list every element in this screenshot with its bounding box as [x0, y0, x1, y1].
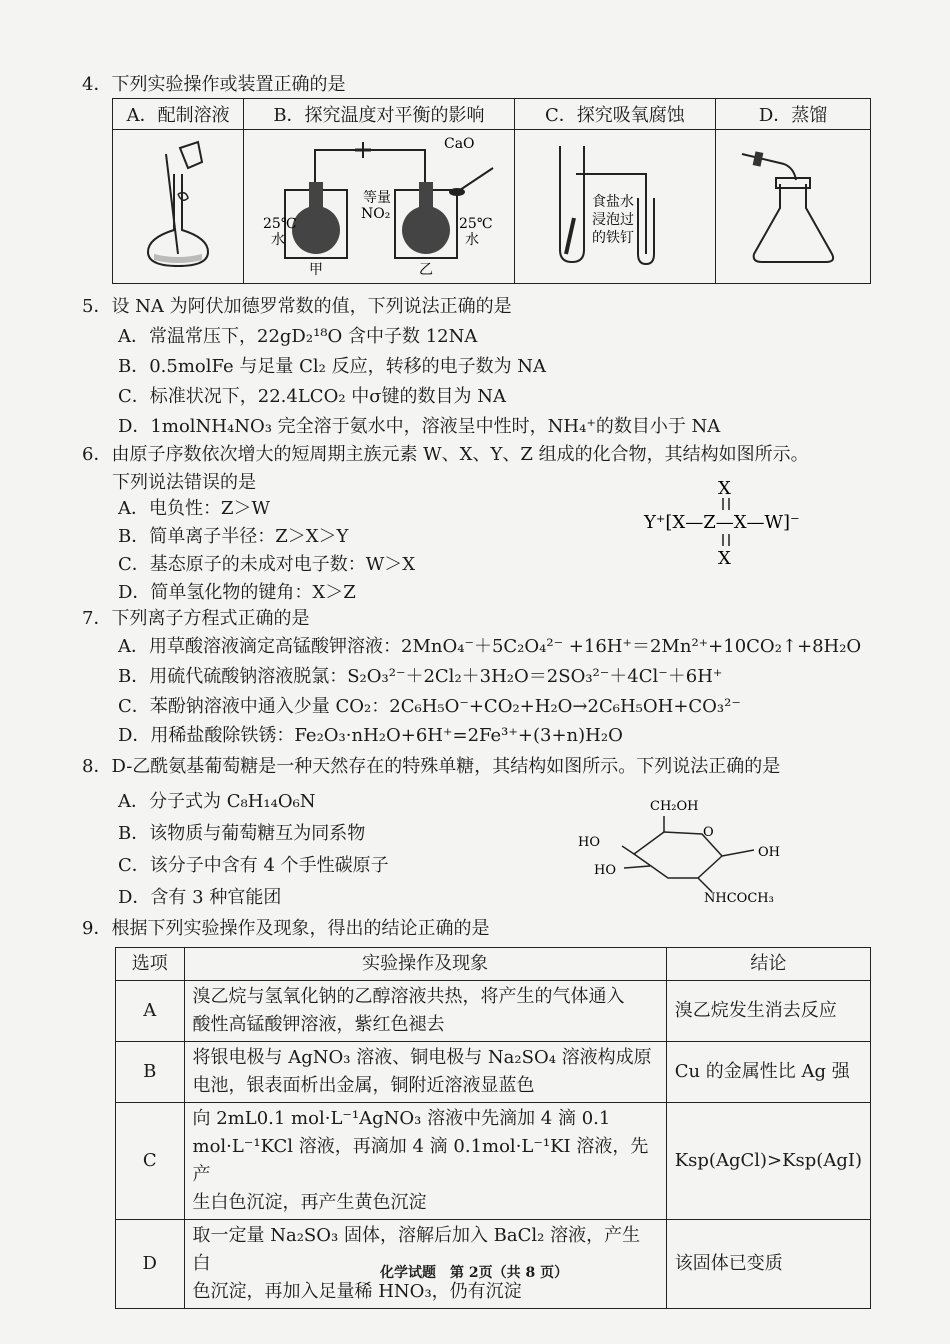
page-footer: 化学试题 第 2页（共 8 页）	[380, 1265, 569, 1281]
structure-oh: OH	[758, 845, 780, 860]
q5-stem: 5．设 NA 为阿伏加德罗常数的值，下列说法正确的是	[82, 296, 512, 317]
row-operation	[184, 981, 666, 1042]
q6-stem-line2: 下列说法错误的是	[112, 472, 256, 493]
operation-line: 电池，银表面析出金属，铜附近溶液显蓝色	[192, 1075, 535, 1096]
q8-structure-diagram	[572, 790, 802, 910]
q4-diagram-d	[716, 130, 871, 284]
q7-stem: 7．下列离子方程式正确的是	[82, 608, 310, 629]
operation-line: 将银电极与 AgNO₃ 溶液、铜电极与 Na₂SO₄ 溶液构成原	[192, 1047, 652, 1068]
q9-header-conclusion: 结论	[666, 948, 870, 981]
operation-line: 色沉淀，再加入足量稀 HNO₃，仍有沉淀	[192, 1281, 522, 1302]
structure-ch2oh: CH₂OH	[650, 799, 699, 814]
label-iron-nail: 的铁钉	[591, 230, 634, 246]
label-yi: 乙	[418, 262, 433, 278]
q4-diagram-b	[244, 130, 515, 284]
q4-stem: 4．下列实验操作或装置正确的是	[82, 74, 346, 95]
q6-option-b: B．简单离子半径：Z＞X＞Y	[118, 526, 349, 547]
q4-header-b: B．探究温度对平衡的影响	[244, 99, 515, 130]
row-operation	[184, 1103, 666, 1220]
q7-option-b: B．用硫代硫酸钠溶液脱氯：S₂O₃²⁻＋2Cl₂＋3H₂O＝2SO₃²⁻＋4Cl⁻＋6H⁺	[118, 666, 723, 687]
label-right-temp: 25℃	[458, 216, 493, 232]
operation-line: 酸性高锰酸钾溶液，紫红色褪去	[192, 1014, 445, 1035]
q6-option-a: A．电负性：Z＞W	[118, 498, 271, 519]
q6-structure-diagram	[640, 476, 840, 568]
q7-option-c: C．苯酚钠溶液中通入少量 CO₂：2C₆H₅O⁻+CO₂+H₂O→2C₆H₅OH+CO₃²⁻	[118, 696, 741, 717]
operation-line: 取一定量 Na₂SO₃ 固体，溶解后加入 BaCl₂ 溶液，产生白	[192, 1225, 641, 1274]
oxygen-corrosion-diagram	[516, 134, 714, 274]
label-jia: 甲	[308, 262, 323, 278]
q9-table	[115, 947, 871, 1309]
q4-apparatus-table	[112, 98, 871, 284]
q6-stem-line1: 6．由原子序数依次增大的短周期主族元素 W、X、Y、Z 组成的化合物，其结构如图所示。	[82, 444, 809, 465]
label-right-water: 水	[464, 232, 479, 248]
q8-option-d: D．含有 3 种官能团	[118, 887, 282, 908]
volumetric-flask-diagram	[118, 134, 238, 274]
q4-header-c: C．探究吸氧腐蚀	[514, 99, 715, 130]
operation-line: 生白色沉淀，再产生黄色沉淀	[192, 1192, 427, 1213]
q8-option-b: B．该物质与葡萄糖互为同系物	[118, 823, 366, 844]
q6-option-d: D．简单氢化物的键角：X＞Z	[118, 582, 356, 603]
distillation-diagram	[718, 134, 868, 274]
structure-top-x: X	[718, 478, 731, 499]
table-row	[116, 1103, 871, 1220]
structure-nhcoch3: NHCOCH₃	[704, 891, 774, 906]
q4-diagram-c	[514, 130, 715, 284]
row-conclusion: Ksp(AgCl)>Ksp(AgI)	[666, 1103, 870, 1220]
q5-option-c: C．标准状况下，22.4LCO₂ 中σ键的数目为 NA	[118, 386, 507, 407]
label-soaked: 浸泡过	[591, 212, 634, 228]
row-key: B	[116, 1042, 185, 1103]
label-left-temp: 25℃	[262, 216, 297, 232]
label-left-water: 水	[270, 232, 285, 248]
q7-option-d: D．用稀盐酸除铁锈：Fe₂O₃·nH₂O+6H⁺=2Fe³⁺+(3+n)H₂O	[118, 725, 623, 746]
row-conclusion: 溴乙烷发生消去反应	[666, 981, 870, 1042]
q4-header-d: D．蒸馏	[716, 99, 871, 130]
q6-option-c: C．基态原子的未成对电子数：W＞X	[118, 554, 416, 575]
q4-diagram-a	[113, 130, 244, 284]
q8-option-a: A．分子式为 C₈H₁₄O₆N	[118, 791, 316, 812]
q9-stem: 9．根据下列实验操作及现象，得出的结论正确的是	[82, 918, 490, 939]
structure-bottom-x: X	[718, 548, 731, 568]
row-conclusion: 该固体已变质	[666, 1220, 870, 1309]
operation-line: 溴乙烷与氢氧化钠的乙醇溶液共热，将产生的气体通入	[192, 986, 625, 1007]
structure-main: Y⁺[X—Z—X—W]⁻	[644, 512, 800, 533]
label-no2: NO₂	[360, 206, 391, 222]
operation-line: 向 2mL0.1 mol·L⁻¹AgNO₃ 溶液中先滴加 4 滴 0.1	[192, 1108, 611, 1129]
row-conclusion: Cu 的金属性比 Ag 强	[666, 1042, 870, 1103]
q7-option-a: A．用草酸溶液滴定高锰酸钾溶液：2MnO₄⁻＋5C₂O₄²⁻ +16H⁺＝2Mn²⁺+10CO₂↑+8H₂O	[118, 636, 862, 657]
structure-ring-o: O	[703, 825, 714, 840]
table-row	[116, 1042, 871, 1103]
equilibrium-temperature-diagram	[245, 130, 513, 278]
q4-header-a: A．配制溶液	[113, 99, 244, 130]
label-cao: CaO	[443, 136, 475, 152]
structure-ho1: HO	[578, 835, 600, 850]
q8-option-c: C．该分子中含有 4 个手性碳原子	[118, 855, 389, 876]
structure-ho2: HO	[594, 863, 616, 878]
row-key: D	[116, 1220, 185, 1309]
label-equal: 等量	[362, 190, 391, 206]
row-key: C	[116, 1103, 185, 1220]
table-row	[116, 981, 871, 1042]
label-salt-water: 食盐水	[591, 194, 634, 210]
q9-header-option: 选项	[116, 948, 185, 981]
q5-option-d: D．1molNH₄NO₃ 完全溶于氨水中，溶液呈中性时，NH₄⁺的数目小于 NA	[118, 416, 721, 437]
operation-line: mol·L⁻¹KCl 溶液，再滴加 4 滴 0.1mol·L⁻¹KI 溶液，先产	[192, 1136, 649, 1185]
q8-stem: 8．D-乙酰氨基葡萄糖是一种天然存在的特殊单糖，其结构如图所示。下列说法正确的是	[82, 756, 781, 777]
row-key: A	[116, 981, 185, 1042]
q9-header-operation: 实验操作及现象	[184, 948, 666, 981]
row-operation	[184, 1042, 666, 1103]
q5-option-b: B．0.5molFe 与足量 Cl₂ 反应，转移的电子数为 NA	[118, 356, 547, 377]
q5-option-a: A．常温常压下，22gD₂¹⁸O 含中子数 12NA	[118, 326, 478, 347]
